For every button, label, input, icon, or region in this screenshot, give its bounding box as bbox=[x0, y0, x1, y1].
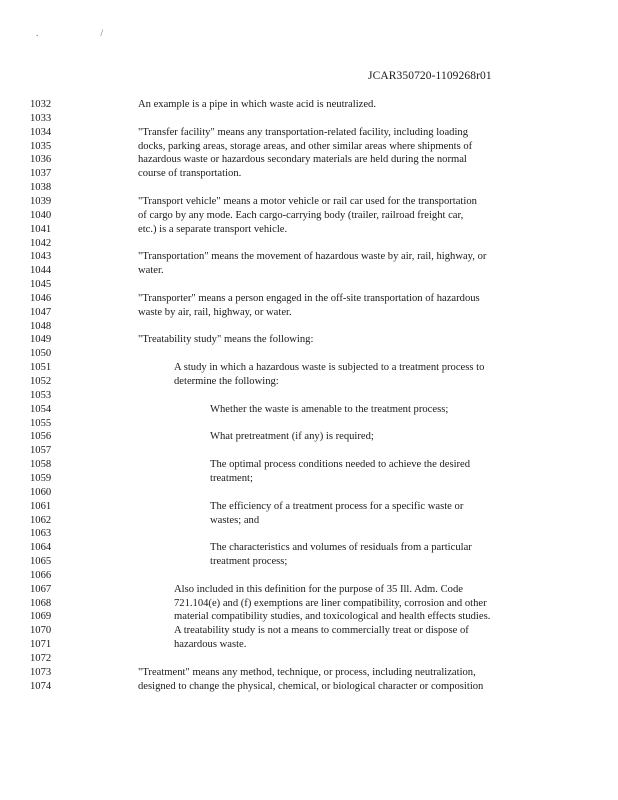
text-line bbox=[0, 237, 618, 251]
line-number: 1034 bbox=[30, 126, 52, 138]
line-text: A study in which a hazardous waste is subjected to a treatment process to bbox=[174, 362, 485, 374]
text-line bbox=[0, 292, 618, 306]
text-line bbox=[0, 610, 618, 624]
line-text: treatment; bbox=[210, 472, 253, 484]
line-number: 1055 bbox=[30, 417, 52, 429]
line-text: "Treatability study" means the following: bbox=[138, 334, 314, 346]
line-number: 1062 bbox=[30, 514, 52, 526]
text-line bbox=[0, 167, 618, 181]
line-number: 1069 bbox=[30, 611, 52, 623]
line-number: 1041 bbox=[30, 223, 52, 235]
line-number: 1046 bbox=[30, 292, 52, 304]
text-line bbox=[0, 652, 618, 666]
text-line bbox=[0, 624, 618, 638]
corner-mark: . / bbox=[36, 28, 134, 38]
text-line bbox=[0, 458, 618, 472]
line-number: 1065 bbox=[30, 556, 52, 567]
line-number: 1036 bbox=[30, 154, 52, 166]
line-text: 721.104(e) and (f) exemptions are liner compatibility, corrosion and other bbox=[174, 597, 487, 609]
line-number: 1067 bbox=[30, 583, 52, 595]
line-text: docks, parking areas, storage areas, and other similar areas where shipments of bbox=[138, 140, 473, 152]
line-number: 1043 bbox=[30, 251, 52, 263]
line-text: of cargo by any mode. Each cargo-carrying body (trailer, railroad freight car, bbox=[138, 209, 464, 221]
line-number: 1061 bbox=[30, 500, 52, 512]
text-line bbox=[0, 181, 618, 195]
line-text: "Transportation" means the movement of hazardous waste by air, rail, highway, or bbox=[138, 251, 487, 263]
text-line bbox=[0, 403, 618, 417]
line-number: 1072 bbox=[30, 653, 52, 664]
line-text: hazardous waste or hazardous secondary materials are held during the normal bbox=[138, 154, 467, 166]
text-line bbox=[0, 666, 618, 680]
line-text: "Transport vehicle" means a motor vehicle or rail car used for the transportation bbox=[138, 195, 477, 207]
text-line bbox=[0, 250, 618, 264]
line-number: 1051 bbox=[30, 362, 52, 374]
text-line bbox=[0, 389, 618, 403]
line-text: What pretreatment (if any) is required; bbox=[210, 431, 374, 443]
line-number: 1063 bbox=[30, 528, 52, 540]
line-number: 1053 bbox=[30, 389, 52, 401]
line-number: 1070 bbox=[30, 625, 52, 637]
line-text: course of transportation. bbox=[138, 168, 242, 180]
line-number: 1048 bbox=[30, 320, 52, 332]
line-number: 1047 bbox=[30, 306, 52, 318]
line-number: 1050 bbox=[30, 348, 52, 360]
text-line bbox=[0, 126, 618, 140]
line-number: 1058 bbox=[30, 459, 52, 471]
text-line bbox=[0, 347, 618, 361]
line-number: 1033 bbox=[30, 112, 52, 124]
line-number: 1074 bbox=[30, 680, 52, 692]
text-line bbox=[0, 472, 618, 486]
text-line bbox=[0, 638, 618, 652]
text-line bbox=[0, 680, 618, 694]
line-number: 1071 bbox=[30, 639, 52, 651]
line-text: Also included in this definition for the purpose of 35 Ill. Adm. Code bbox=[174, 583, 463, 595]
text-line bbox=[0, 140, 618, 154]
line-number: 1059 bbox=[30, 472, 52, 484]
line-text: determine the following: bbox=[174, 376, 279, 387]
line-number: 1042 bbox=[30, 237, 52, 249]
text-line bbox=[0, 112, 618, 126]
line-text: A treatability study is not a means to commercially treat or dispose of bbox=[174, 625, 469, 637]
text-line bbox=[0, 583, 618, 597]
line-text: An example is a pipe in which waste acid is neutralized. bbox=[138, 99, 376, 110]
line-text: "Transfer facility" means any transportation-related facility, including loading bbox=[138, 126, 468, 138]
line-number: 1035 bbox=[30, 140, 52, 152]
line-number: 1060 bbox=[30, 486, 52, 498]
line-number: 1057 bbox=[30, 445, 52, 457]
text-line bbox=[0, 527, 618, 541]
line-number: 1037 bbox=[30, 168, 52, 180]
text-line bbox=[0, 486, 618, 500]
text-line bbox=[0, 417, 618, 431]
text-line bbox=[0, 514, 618, 528]
text-line bbox=[0, 375, 618, 389]
text-line bbox=[0, 430, 618, 444]
line-number: 1056 bbox=[30, 431, 52, 443]
text-line bbox=[0, 500, 618, 514]
line-text: "Treatment" means any method, technique, or process, including neutralization, bbox=[138, 666, 476, 678]
line-text: The efficiency of a treatment process for a specific waste or bbox=[210, 500, 464, 512]
text-line bbox=[0, 555, 618, 569]
line-number: 1044 bbox=[30, 265, 52, 277]
line-number: 1049 bbox=[30, 334, 52, 346]
text-line bbox=[0, 223, 618, 237]
line-text: hazardous waste. bbox=[174, 639, 247, 651]
line-number: 1054 bbox=[30, 403, 52, 415]
line-text: wastes; and bbox=[210, 514, 260, 526]
line-text: "Transporter" means a person engaged in the off-site transportation of hazardous bbox=[138, 292, 480, 304]
line-number: 1040 bbox=[30, 209, 52, 221]
line-number: 1038 bbox=[30, 182, 52, 194]
line-number: 1068 bbox=[30, 597, 52, 609]
line-text: waste by air, rail, highway, or water. bbox=[138, 306, 292, 318]
text-line bbox=[0, 306, 618, 320]
line-text: designed to change the physical, chemical, or biological character or composition bbox=[138, 680, 484, 692]
text-line bbox=[0, 569, 618, 583]
text-line bbox=[0, 195, 618, 209]
text-line bbox=[0, 278, 618, 292]
text-line bbox=[0, 98, 618, 112]
text-line bbox=[0, 320, 618, 334]
text-line bbox=[0, 333, 618, 347]
line-text: The optimal process conditions needed to achieve the desired bbox=[210, 459, 471, 471]
line-number: 1032 bbox=[30, 99, 52, 110]
line-text: Whether the waste is amenable to the treatment process; bbox=[210, 403, 449, 415]
line-text: The characteristics and volumes of residuals from a particular bbox=[210, 542, 472, 554]
document-code: JCAR350720-1109268r01 bbox=[368, 70, 492, 82]
text-line bbox=[0, 541, 618, 555]
line-number: 1052 bbox=[30, 376, 52, 387]
line-number: 1064 bbox=[30, 542, 52, 554]
line-text: treatment process; bbox=[210, 556, 288, 567]
line-text: water. bbox=[138, 265, 164, 277]
line-number: 1066 bbox=[30, 569, 52, 581]
text-line bbox=[0, 153, 618, 167]
text-line bbox=[0, 361, 618, 375]
line-text: etc.) is a separate transport vehicle. bbox=[138, 223, 288, 235]
text-line bbox=[0, 209, 618, 223]
line-text: material compatibility studies, and toxicological and health effects studies. bbox=[174, 611, 491, 623]
line-number: 1045 bbox=[30, 279, 52, 290]
text-line bbox=[0, 597, 618, 611]
line-number: 1073 bbox=[30, 666, 52, 678]
line-number: 1039 bbox=[30, 195, 52, 207]
text-line bbox=[0, 444, 618, 458]
text-line bbox=[0, 264, 618, 278]
